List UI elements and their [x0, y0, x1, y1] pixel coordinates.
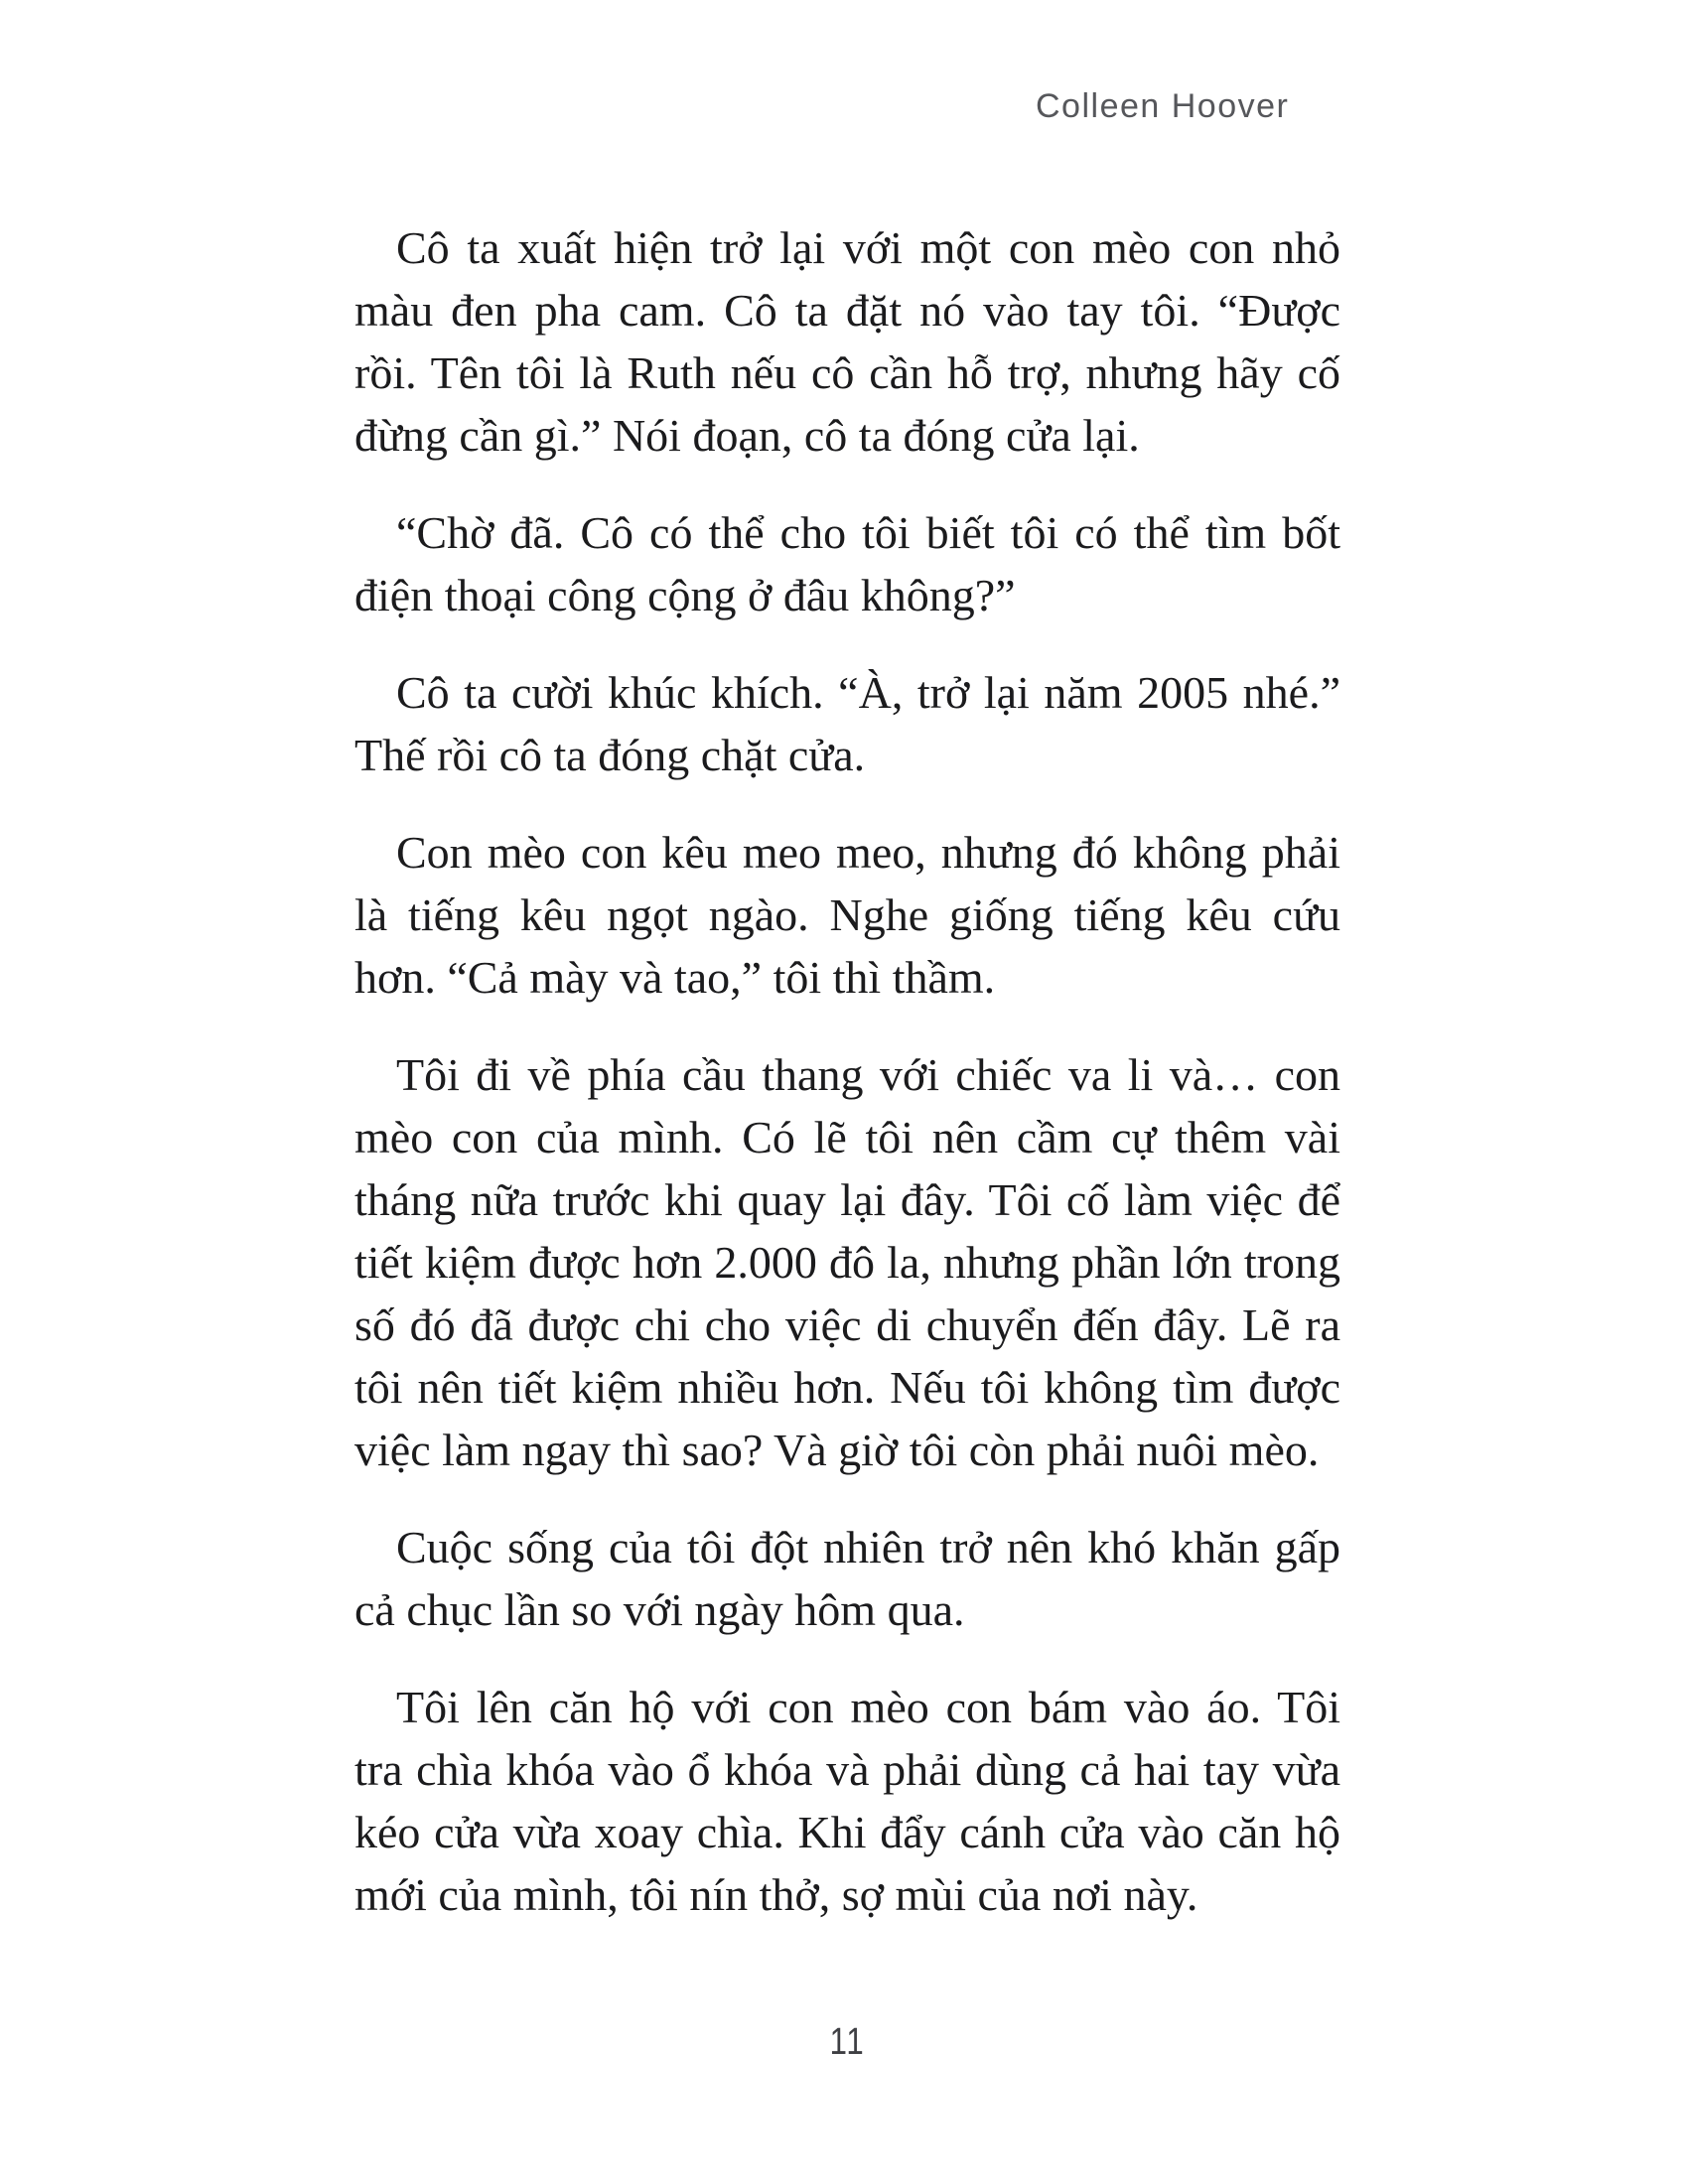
paragraph: Cô ta xuất hiện trở lại với một con mèo con nhỏ màu đen pha cam. Cô ta đặt nó vào tay tôi. “Được rồi. Tên tôi là Ruth nếu cô cần hỗ trợ, nhưng hãy cố đừng cần gì.” Nói đoạn, cô ta đóng cửa lại. — [354, 222, 1340, 461]
paragraph: Tôi đi về phía cầu thang với chiếc va li và… con mèo con của mình. Có lẽ tôi nên cầm cự thêm vài tháng nữa trước khi quay lại đây. Tôi cố làm việc để tiết kiệm được hơn 2.000 đô la, nhưng phần lớn trong số đó đã được chi cho việc di chuyển đến đây. Lẽ ra tôi nên tiết kiệm nhiều hơn. Nếu tôi không tìm được việc làm ngay thì sao? Và giờ tôi còn phải nuôi mèo. — [354, 1049, 1340, 1475]
paragraph: “Chờ đã. Cô có thể cho tôi biết tôi có thể tìm bốt điện thoại công cộng ở đâu không?” — [354, 507, 1340, 620]
paragraph: Con mèo con kêu meo meo, nhưng đó không phải là tiếng kêu ngọt ngào. Nghe giống tiếng kêu cứu hơn. “Cả mày và tao,” tôi thì thầm. — [354, 827, 1340, 1003]
paragraph: Cuộc sống của tôi đột nhiên trở nên khó khăn gấp cả chục lần so với ngày hôm qua. — [354, 1522, 1340, 1635]
paragraph: Tôi lên căn hộ với con mèo con bám vào áo. Tôi tra chìa khóa vào ổ khóa và phải dùng cả hai tay vừa kéo cửa vừa xoay chìa. Khi đẩy cánh cửa vào căn hộ mới của mình, tôi nín thở, sợ mùi của nơi này. — [354, 1682, 1340, 1920]
page-number: 11 — [829, 2021, 866, 2063]
running-header: Colleen Hoover — [1036, 87, 1290, 125]
body-text — [354, 216, 1340, 1926]
paragraph: Cô ta cười khúc khích. “À, trở lại năm 2005 nhé.” Thế rồi cô ta đóng chặt cửa. — [354, 667, 1340, 780]
